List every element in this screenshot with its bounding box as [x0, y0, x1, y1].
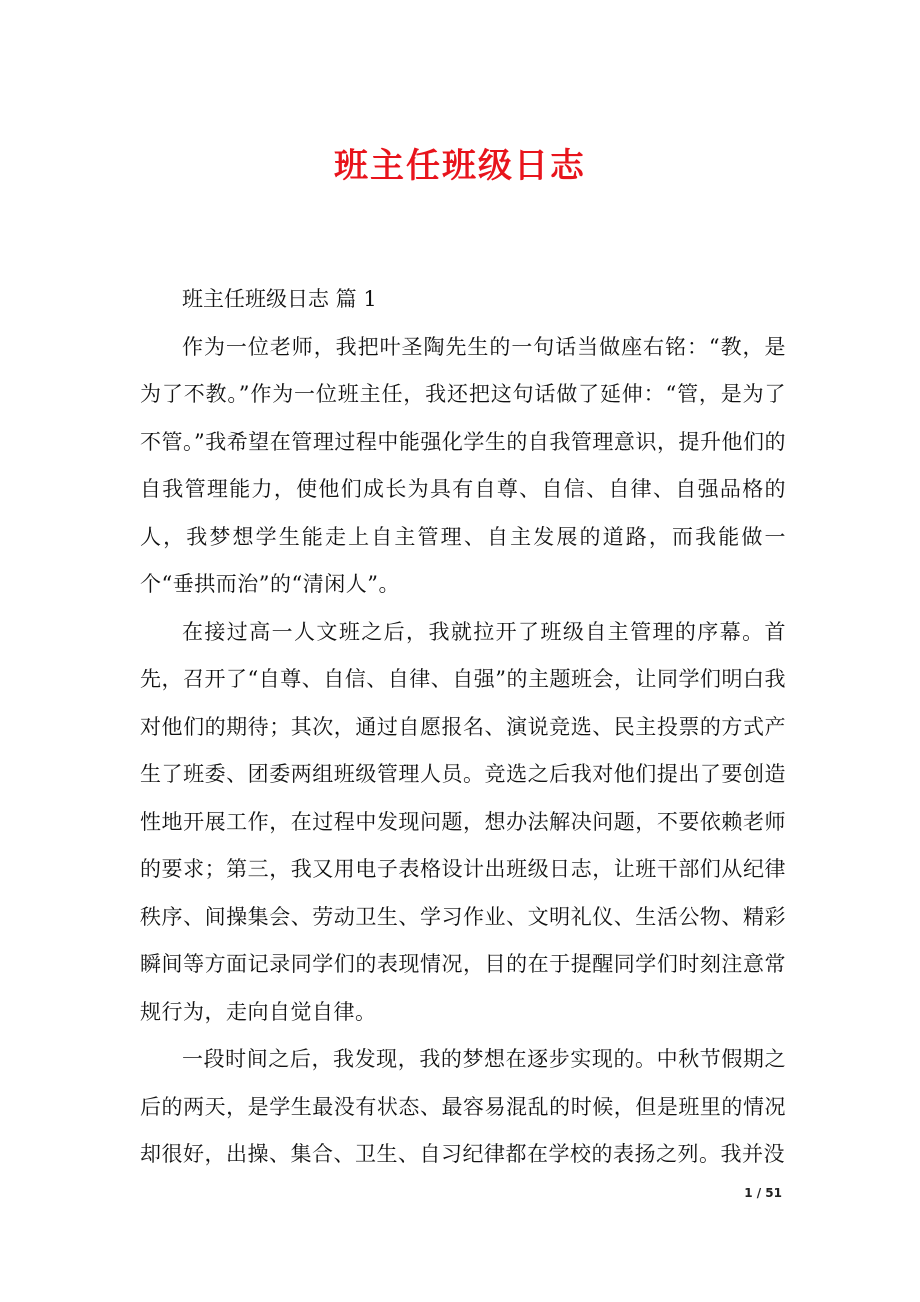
paragraph-2: 在接过高一人文班之后，我就拉开了班级自主管理的序幕。首先，召开了“自尊、自信、自律、自强”的主题班会，让同学们明白我对他们的期待；其次，通过自愿报名、演说竞选、民主投票的方式产生了班委、团委两组班级管理人员。竞选之后我对他们提出了要创造性地开展工作，在过程中发现问题，想办法解决问题，不要依赖老师的要求；第三，我又用电子表格设计出班级日志，让班干部们从纪律秩序、间操集会、劳动卫生、学习作业、文明礼仪、生活公物、精彩瞬间等方面记录同学们的表现情况，目的在于提醒同学们时刻注意常规行为，走向自觉自律。: [140, 619, 786, 1024]
document-body: [140, 276, 786, 1179]
section-heading: 班主任班级日志 篇 1: [182, 287, 377, 311]
paragraph-1: 作为一位老师，我把叶圣陶先生的一句话当做座右铭：“教，是为了不教。”作为一位班主任，我还把这句话做了延伸：“管，是为了不管。”我希望在管理过程中能强化学生的自我管理意识，提升他们的自我管理能力，使他们成长为具有自尊、自信、自律、自强品格的人，我梦想学生能走上自主管理、自主发展的道路，而我能做一个“垂拱而治”的“清闲人”。: [140, 334, 786, 596]
paragraph-3: 一段时间之后，我发现，我的梦想在逐步实现的。中秋节假期之后的两天，是学生最没有状态、最容易混乱的时候，但是班里的情况却很好，出操、集合、卫生、自习纪律都在学校的表扬之列。我并没: [140, 1047, 786, 1166]
document-title: 班主任班级日志: [334, 146, 586, 186]
page-number: 1 / 51: [744, 1186, 782, 1200]
